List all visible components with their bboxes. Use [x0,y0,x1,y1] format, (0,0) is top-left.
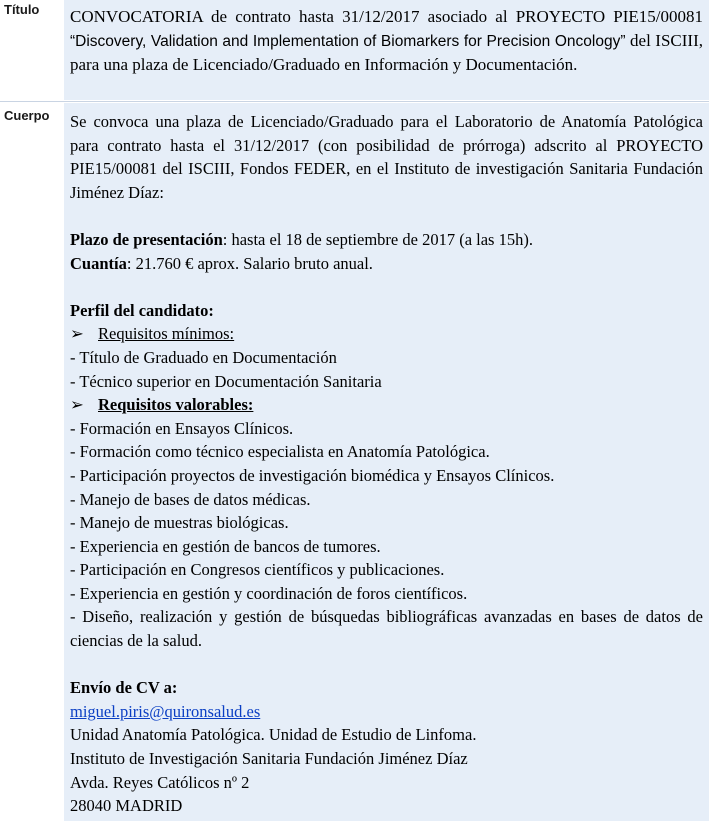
arrow-bullet-icon: ➢ [70,324,84,344]
intro-paragraph: Se convoca una plaza de Licenciado/Graduado para el Laboratorio de Anatomía Patológica para contrato hasta el 31/12/2017 (con posibilidad de prórroga) adscrito al PROYECTO PIE15/00081 del ISCIII, Fondos FEDER, en el Instituto de investigación Sanitaria Fundación Jiménez Díaz: [70,112,703,202]
row-divider [0,101,709,102]
titulo-cell [64,0,709,100]
titulo-text-post: del ISCIII, para una plaza de Licenciado/Graduado en Información y Documentación. [70,30,703,74]
cuerpo-cell [64,103,709,821]
titulo-label: Título [4,2,40,17]
list-item: - Técnico superior en Documentación Sanitaria [70,371,382,391]
list-item: - Título de Graduado en Documentación [70,347,337,367]
plazo-label: Plazo de presentación [70,229,223,249]
valorables-heading: Requisitos valorables: [98,395,254,415]
list-item: - Formación como técnico especialista en Anatomía Patológica. [70,442,490,462]
cuerpo-label: Cuerpo [4,108,50,123]
titulo-project-name: “Discovery, Validation and Implementation of Biomarkers for Precision Oncology” [70,32,626,50]
list-item: - Participación en Congresos científicos y publicaciones. [70,560,445,580]
valorables-list [70,417,703,653]
list-item: Instituto de Investigación Sanitaria Fundación Jiménez Díaz [70,749,468,769]
address-block [70,723,703,817]
list-item: - Experiencia en gestión y coordinación de foros científicos. [70,583,468,603]
email-link[interactable]: miguel.piris@quironsalud.es [70,701,261,721]
envio-heading: Envío de CV a: [70,678,178,698]
list-item: - Diseño, realización y gestión de búsquedas bibliográficas avanzadas en bases de datos de ciencias de la salud. [70,607,703,651]
list-item: - Participación proyectos de investigación biomédica y Ensayos Clínicos. [70,465,555,485]
minimos-heading: Requisitos mínimos: [98,324,235,344]
plazo-line [70,228,703,252]
list-item: - Experiencia en gestión de bancos de tumores. [70,536,381,556]
cuantia-value: : 21.760 € aprox. Salario bruto anual. [126,253,373,273]
valorables-heading-line [70,393,703,417]
titulo-text-pre: CONVOCATORIA de contrato hasta 31/12/2017 asociado al PROYECTO PIE15/00081 [70,7,703,26]
list-item: Unidad Anatomía Patológica. Unidad de Estudio de Linfoma. [70,725,477,745]
list-item: - Manejo de bases de datos médicas. [70,489,311,509]
list-item: - Formación en Ensayos Clínicos. [70,418,294,438]
cuantia-label: Cuantía [70,253,127,273]
minimos-list [70,346,703,393]
cuantia-line [70,252,703,276]
list-item: 28040 MADRID [70,796,183,816]
plazo-value: : hasta el 18 de septiembre de 2017 (a las 15h). [222,229,533,249]
list-item: - Manejo de muestras biológicas. [70,513,289,533]
perfil-heading: Perfil del candidato: [70,300,214,320]
minimos-heading-line [70,322,703,346]
list-item: Avda. Reyes Católicos nº 2 [70,772,250,792]
arrow-bullet-icon: ➢ [70,395,84,415]
